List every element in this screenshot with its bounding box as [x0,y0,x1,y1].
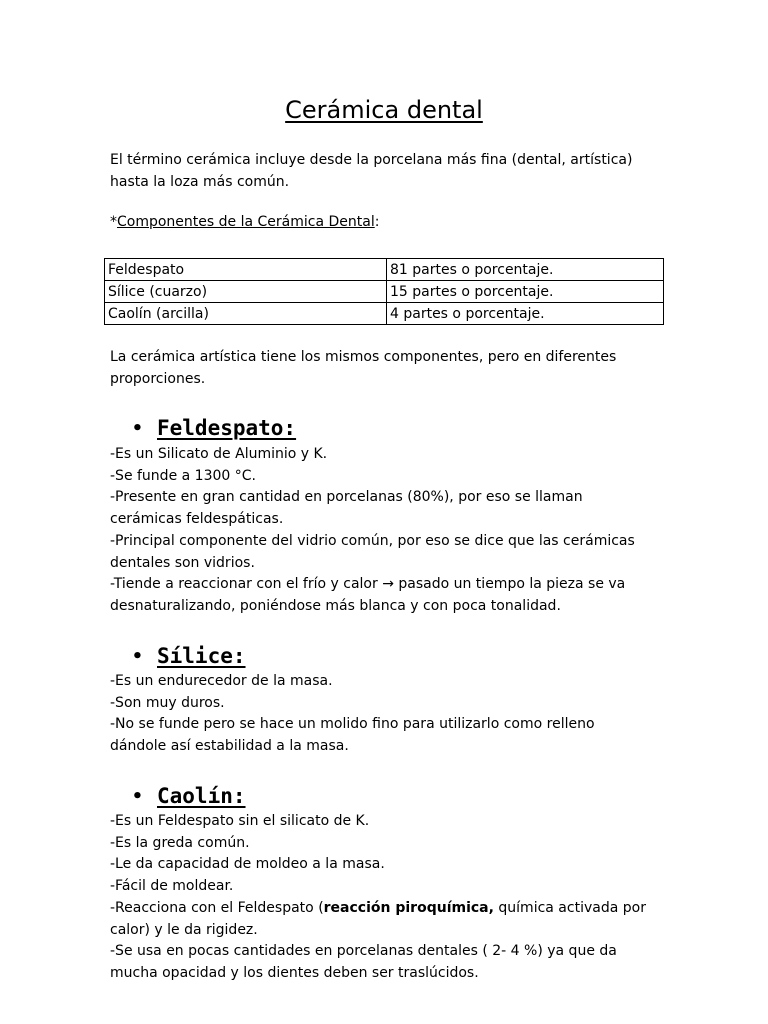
components-heading-label: Componentes de la Cerámica Dental [117,214,375,230]
body-line: -Se funde a 1300 °C. [110,467,256,484]
table-cell: 81 partes o porcentaje. [387,259,664,281]
section-heading-silice [132,644,246,668]
bullet-icon: • [132,417,143,439]
body-line: -Le da capacidad de moldeo a la masa. [110,856,385,873]
table-cell: Feldespato [105,259,387,281]
body-line: -Es la greda común. [110,834,250,851]
body-line: dentales son vidrios. [110,554,255,571]
section-heading-label: Sílice: [157,644,246,668]
body-line-reaction [110,898,670,920]
components-heading [110,214,379,230]
body-line: -Principal componente del vidrio común, por eso se dice que las cerámicas [110,532,635,549]
table-cell: Sílice (cuarzo) [105,281,387,303]
artistic-note: La cerámica artística tiene los mismos componentes, pero en diferentes proporciones. [110,349,617,387]
body-line: cerámicas feldespáticas. [110,511,284,528]
components-heading-prefix: * [110,214,117,230]
intro-paragraph: El término cerámica incluye desde la porcelana más fina (dental, artística) hasta la loza más común. [110,152,633,190]
body-line: calor) y le da rigidez. [110,921,258,938]
page-title: Cerámica dental [285,96,483,124]
reaction-before: -Reacciona con el Feldespato ( [110,899,324,916]
section-heading-label: Feldespato: [157,416,297,440]
body-line: desnaturalizando, poniéndose más blanca y con poca tonalidad. [110,597,561,614]
reaction-bold: reacción piroquímica, [323,899,494,916]
section-body-feldespato [110,444,670,618]
body-line: dándole así estabilidad a la masa. [110,738,349,755]
components-table [104,258,664,325]
table-row [105,281,664,303]
reaction-after: química activada por [493,899,646,916]
body-line: -Fácil de moldear. [110,878,234,895]
section-body-caolin [110,811,670,985]
table-cell: Caolín (arcilla) [105,303,387,325]
table-row [105,259,664,281]
body-line: -Son muy duros. [110,694,225,711]
body-line: mucha opacidad y los dientes deben ser traslúcidos. [110,964,479,981]
section-body-silice [110,671,670,758]
body-line: -Es un Feldespato sin el silicato de K. [110,813,370,829]
table-row [105,303,664,325]
section-heading-label: Caolín: [157,784,246,808]
body-line: -Tiende a reaccionar con el frío y calor → pasado un tiempo la pieza se va [110,576,626,593]
body-line: -Es un endurecedor de la masa. [110,673,333,689]
components-heading-suffix: : [374,214,380,230]
bullet-icon: • [132,785,143,807]
body-line: -Se usa en pocas cantidades en porcelanas dentales ( 2- 4 %) ya que da [110,943,617,960]
body-line: -Presente en gran cantidad en porcelanas (80%), por eso se llaman [110,489,583,506]
section-heading-caolin [132,784,246,808]
table-cell: 15 partes o porcentaje. [387,281,664,303]
section-heading-feldespato [132,416,296,440]
body-line: -Es un Silicato de Aluminio y K. [110,446,328,462]
bullet-icon: • [132,645,143,667]
table-cell: 4 partes o porcentaje. [387,303,664,325]
body-line: -No se funde pero se hace un molido fino para utilizarlo como relleno [110,716,595,733]
